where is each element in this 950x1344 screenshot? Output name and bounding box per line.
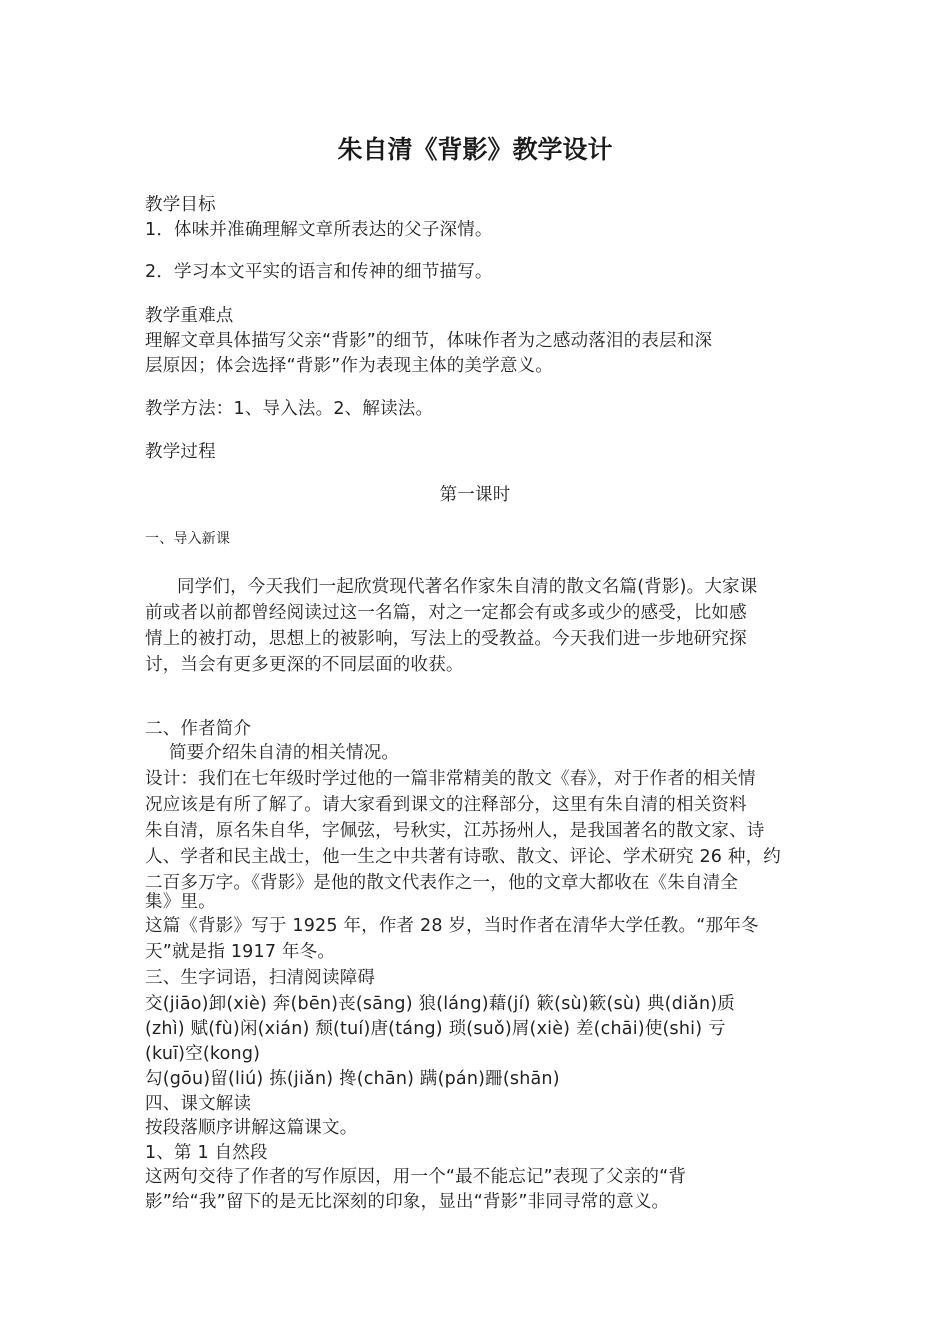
section2-line-2: 况应该是有所了解了。请大家看到课文的注释部分，这里有朱自清的相关资料 [145,795,747,815]
section4-line-1: 这两句交待了作者的写作原因，用一个“最不能忘记”表现了父亲的“背 [145,1167,687,1187]
section2-line-1: 设计：我们在七年级时学过他的一篇非常精美的散文《春》，对于作者的相关情 [145,769,756,789]
section4-para-heading: 1、第 1 自然段 [145,1143,268,1163]
difficulty-heading: 教学重难点 [145,306,234,326]
vocab-line-4: 勾(gōu)留(liú) 拣(jiǎn) 搀(chān) 蹒(pán)跚(shān) [145,1069,560,1089]
section2-heading: 二、作者简介 [145,719,252,739]
vocab-line-1: 交(jiāo)卸(xiè) 奔(bēn)丧(sāng) 狼(láng)藉(jí) 簌(sù)簌(sù) 典(diǎn)质 [145,994,736,1014]
goals-heading: 教学目标 [145,195,216,215]
section2-line-7: 这篇《背影》写于 1925 年，作者 28 岁，当时作者在清华大学任教。“那年冬 [145,916,759,936]
goal-item-2: 2．学习本文平实的语言和传神的细节描写。 [145,262,493,282]
difficulty-line-2: 层原因；体会选择“背影”作为表现主体的美学意义。 [145,356,553,376]
section4-heading: 四、课文解读 [145,1094,252,1114]
section1-line-2: 前或者以前都曾经阅读过这一名篇，对之一定都会有或多或少的感受，比如感 [145,603,747,623]
section1-heading: 一、导入新课 [145,531,231,547]
methods-line: 教学方法：1、导入法。2、解读法。 [145,399,434,419]
section2-line-6: 集》里。 [145,892,216,912]
section2-line-3: 朱自清，原名朱自华，字佩弦，号秋实，江苏扬州人，是我国著名的散文家、诗 [145,821,765,841]
section2-intro: 简要介绍朱自清的相关情况。 [169,743,400,763]
vocab-line-3: (kuī)空(kong) [145,1044,261,1064]
section1-line-3: 情上的被打动，思想上的被影响，写法上的受教益。今天我们进一步地研究探 [145,629,747,649]
section2-line-5: 二百多万字。《背影》是他的散文代表作之一，他的文章大都收在《朱自清全 [145,873,739,893]
section4-line-2: 影”给“我”留下的是无比深刻的印象，显出“背影”非同寻常的意义。 [145,1192,670,1212]
section1-line-1: 同学们，今天我们一起欣赏现代著名作家朱自清的散文名篇(背影)。大家课 [177,577,758,597]
section4-intro: 按段落顺序讲解这篇课文。 [145,1118,358,1138]
vocab-line-2: (zhì) 赋(fù)闲(xián) 颓(tuí)唐(táng) 琐(suǒ)屑(xiè) 差(chāi)使(shi) 亏 [145,1019,726,1039]
lesson-label: 第一课时 [439,485,511,505]
difficulty-line-1: 理解文章具体描写父亲“背影”的细节，体味作者为之感动落泪的表层和深 [145,331,713,351]
section2-line-8: 天”就是指 1917 年冬。 [145,942,336,962]
section2-line-4: 人、学者和民主战士，他一生之中共著有诗歌、散文、评论、学术研究 26 种，约 [145,847,781,867]
section3-heading: 三、生字词语，扫清阅读障碍 [145,968,376,988]
process-heading: 教学过程 [145,442,216,462]
document-title: 朱自清《背影》教学设计 [337,135,613,164]
section1-line-4: 讨，当会有更多更深的不同层面的收获。 [145,655,464,675]
goal-item-1: 1．体味并准确理解文章所表达的父子深情。 [145,220,493,240]
